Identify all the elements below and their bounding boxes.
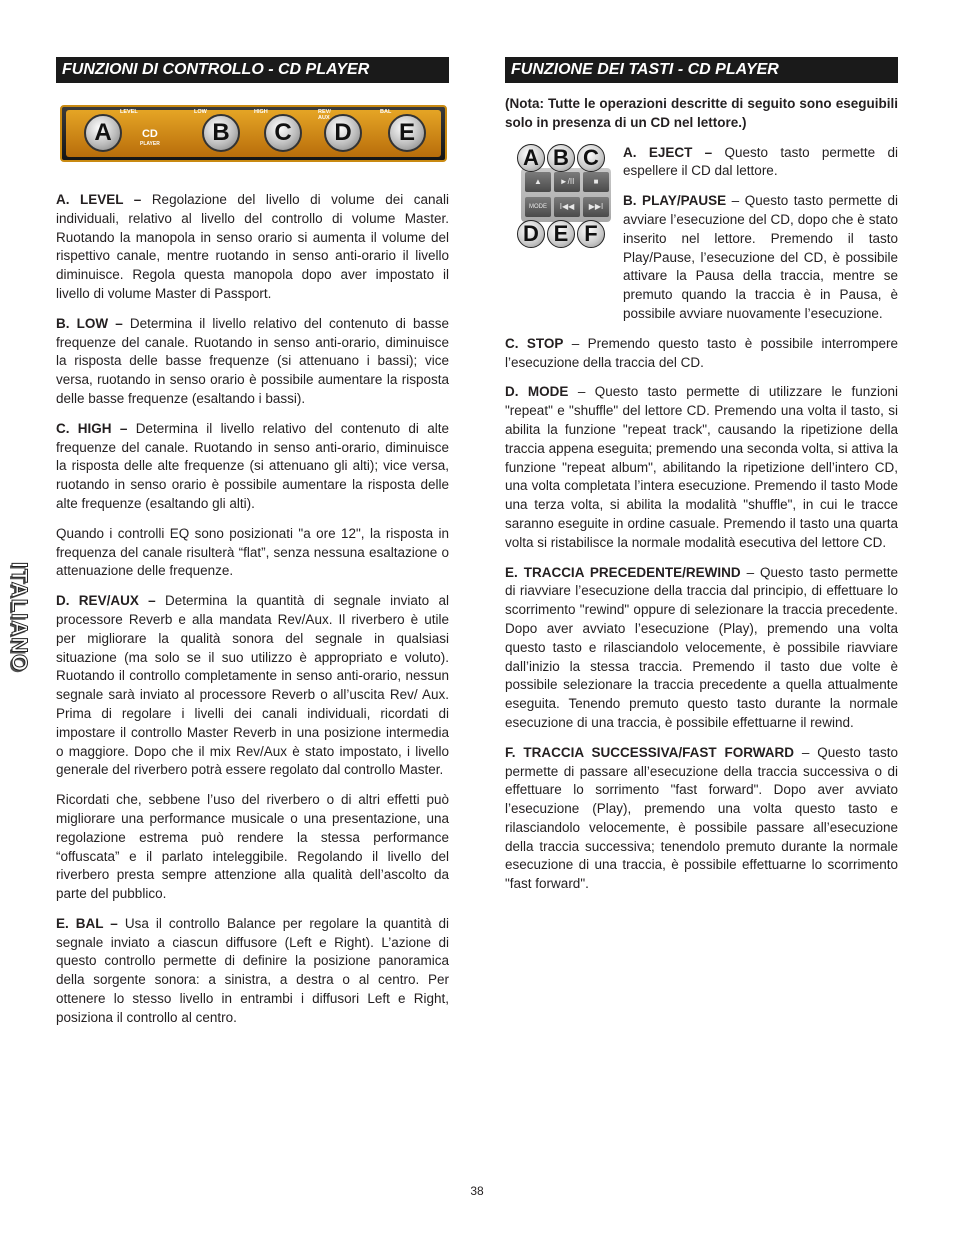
rev-aux-knob (324, 114, 362, 152)
cd-control-strip-panel (66, 110, 441, 157)
player-badge-text: PLAYER (140, 141, 160, 147)
stop-text: – Premendo questo tasto è possibile interrompere l’esecuzione della traccia del CD. (505, 335, 898, 370)
reverb-note-paragraph: Ricordati che, sebbene l’uso del riverbero o di altri effetti può migliorare una performance musicale o una presentazione, una regolazione estrema può rendere la stessa performance “offuscata” e il parlato inteleggibile. Regolando il livello del riverbero presta sempre attenzione alla qualità dell’ascolto da parte del pubblico. (56, 792, 449, 902)
knob-c-label: HIGH (254, 109, 268, 115)
fast-forward-heading: F. TRACCIA SUCCESSIVA/FAST FORWARD (505, 744, 794, 760)
fast-forward-button[interactable]: ▶▶I (583, 197, 609, 217)
eject-paragraph (623, 144, 898, 182)
panel-letter-b: B (547, 144, 575, 172)
level-text: Regolazione del livello di volume dei canali individuali, relativo al livello del controllo di volume Master. Ruotando la manopola in senso orario si aumenta il volume del rispettivo canale, mentre ruotando in senso anti-orario il livello diminuisce. Regola questa manopola dopo aver impostato il livello di volume Master di Passport. (56, 192, 449, 301)
low-heading: B. LOW – (56, 315, 123, 331)
rewind-heading: E. TRACCIA PRECEDENTE/REWIND (505, 564, 741, 580)
page-number: 38 (470, 1184, 484, 1198)
mode-text: – Questo tasto permette di utilizzare le funzioni "repeat" e "shuffle" del lettore CD. Premendo una volta il tasto, si abilita la funzione "repeat track", causando la ripetizione della traccia appena eseguita; premendo una seconda volta, si attiva la funzione "repeat album", abilitando la ripetizione dell’intero CD, una volta completata l’intera esecuzione. Premendo il tasto Mode una terza volta, si abilita la modalità "shuffle", in cui le tracce saranno eseguite in ordine casuale. Premendo il tasto una quarta volta si ristabilisce la normale modalità esecutiva del lettore CD. (505, 384, 898, 550)
high-text: Determina il livello relativo del contenuto di alte frequenze del canale. Ruotando in senso anti-orario, diminuisce la risposta delle alte frequenze (si attenuano gli alti); vice versa, ruotando in senso orario è possibile aumentare la risposta delle alte frequenze (esaltando gli alti). (56, 420, 449, 511)
low-paragraph (56, 315, 449, 409)
high-knob (264, 114, 302, 152)
bal-heading: E. BAL – (56, 915, 118, 931)
language-tab-label: ITALIANO (7, 561, 32, 673)
fast-forward-text: – Questo tasto permette di passare all’esecuzione della traccia successiva o di effettuare lo sorrimento "fast forward". Dopo aver avviato l’esecuzione (Play), premendo una volta questo tasto e rilasciandolo velocemente, è possibile passare all’esecuzione della traccia successiva; tenendolo premuto durante la normale esecuzione di una traccia, è possibile effettuarne lo scorrimento "fast forward". (505, 744, 898, 892)
rev-aux-heading: D. REV/AUX – (56, 593, 156, 609)
eject-button[interactable]: ▲ (525, 172, 551, 192)
high-paragraph (56, 420, 449, 514)
panel-letter-c: C (577, 144, 605, 172)
language-tab (0, 547, 38, 687)
eject-heading: A. EJECT – (623, 144, 713, 160)
panel-letter-a: A (517, 144, 545, 172)
cd-player-badge (140, 129, 160, 149)
cd-button-panel (513, 144, 609, 244)
eq-flat-paragraph: Quando i controlli EQ sono posizionati "a ore 12", la risposta in frequenza del canale risulterà “flat”, senza nessuna esaltazione o attenuazione delle frequenze. (56, 525, 449, 579)
bal-text: Usa il controllo Balance per regolare la quantità di segnale inviato a ciascun diffusore (Left e Right). L’azione di questo controllo permette di definire la posizione panoramica della sorgente sonora: a sinistra, a destra o al centro. Per ottenere lo stesso livello in entrambi i diffusori Left e Right, posiziona il controllo al centro. (56, 915, 449, 1025)
mode-button[interactable]: MODE (525, 197, 551, 217)
note-paragraph (505, 95, 898, 133)
knob-a-letter: A (94, 119, 112, 146)
mode-heading: D. MODE (505, 384, 569, 400)
level-paragraph (56, 191, 449, 304)
level-knob (84, 114, 122, 152)
low-text: Determina il livello relativo del contenuto di basse frequenze del canale. Ruotando in senso anti-orario, diminuisce la risposta delle basse frequenze (si attenuano i bassi); vice versa, ruotando in senso orario è possibile aumentare la risposta delle basse frequenze (esaltando i bassi). (56, 315, 449, 406)
knob-b-label: LOW (194, 109, 207, 115)
rev-aux-paragraph (56, 592, 449, 780)
knob-d-label: REV/ AUX (318, 109, 331, 121)
panel-letter-f: F (577, 220, 605, 248)
eject-text: Questo tasto permette di espellere il CD dal lettore. (623, 144, 898, 179)
button-descriptions-top (623, 144, 898, 324)
rewind-paragraph (505, 564, 898, 733)
knob-a-label: LEVEL (120, 109, 138, 115)
rev-aux-text: Determina la quantità di segnale inviato al processore Reverb e alla mandata Rev/Aux. Il riverbero è utile per migliorare la qualità sonora del segnale in qualsiasi situazione (ma solo se il suo utilizzo è appropriato e voluto). Ruotando il controllo completamente in senso anti-orario, nessun segnale sarà inviato al processore Reverb o all’uscita Rev/ Aux. Prima di regolare i livelli dei canali individuali, ricordati di impostare il controllo Master Reverb in una posizione intermedia o maggiore. Dopo che il mix Rev/Aux è stato impostato, i livello generale del riverbero potrà essere regolato dal controllo Master. (56, 593, 449, 778)
left-section-title: FUNZIONI DI CONTROLLO - CD PLAYER (56, 57, 449, 83)
cd-control-strip (60, 105, 447, 162)
stop-paragraph (505, 335, 898, 373)
play-pause-text: – Questo tasto permette di avviare l’esecuzione del CD, dopo che è stato inserito nel lettore. Premendo il tasto Play/Pause, l’esecuzione del CD, è possibile attivare la Pausa della traccia, mentre se premuto quando la traccia è in Pausa, è possibile avviare nuovamente l’esecuzione. (623, 193, 898, 321)
mode-paragraph (505, 383, 898, 552)
right-section-title: FUNZIONE DEI TASTI - CD PLAYER (505, 57, 898, 83)
low-knob (202, 114, 240, 152)
rewind-button[interactable]: I◀◀ (554, 197, 580, 217)
stop-button[interactable]: ■ (583, 172, 609, 192)
high-heading: C. HIGH – (56, 420, 128, 436)
panel-letter-d: D (517, 220, 545, 248)
stop-heading: C. STOP (505, 335, 564, 351)
knob-e-label: BAL (380, 109, 392, 115)
left-column (56, 57, 449, 1039)
knob-e-letter: E (398, 119, 415, 146)
play-pause-button[interactable]: ►/II (554, 172, 580, 192)
knob-c-letter: C (274, 119, 292, 146)
play-pause-paragraph (623, 192, 898, 324)
play-pause-heading: B. PLAY/PAUSE (623, 193, 727, 209)
note-text: (Nota: Tutte le operazioni descritte di seguito sono eseguibili solo in presenza di un CD nel lettore.) (505, 96, 898, 130)
knob-d-letter: D (334, 119, 352, 146)
bal-knob (388, 114, 426, 152)
rewind-text: – Questo tasto permette di riavviare l’esecuzione della traccia dal principio, di effettuare lo scorrimento "rewind" oppure di selezionare la traccia precedente. Dopo aver avviato l’esecuzione (Play), premendo una volta questo tasto e rilasciandolo velocemente, è possibile riavviare dall’inizio la stessa traccia. Premendo il tasto due volte è possibile selezionare la traccia precedente a quella attualmente eseguita. Tenendo premuto questo tasto durante la normale esecuzione di una traccia, è possibile effettuarne il rewind. (505, 564, 898, 730)
bal-paragraph (56, 915, 449, 1028)
fast-forward-paragraph (505, 744, 898, 894)
level-heading: A. LEVEL – (56, 192, 142, 207)
cd-badge-text: CD (141, 128, 158, 140)
knob-b-letter: B (212, 119, 230, 146)
buttons-section (505, 144, 898, 324)
right-column (505, 57, 898, 905)
panel-letter-e: E (547, 220, 575, 248)
